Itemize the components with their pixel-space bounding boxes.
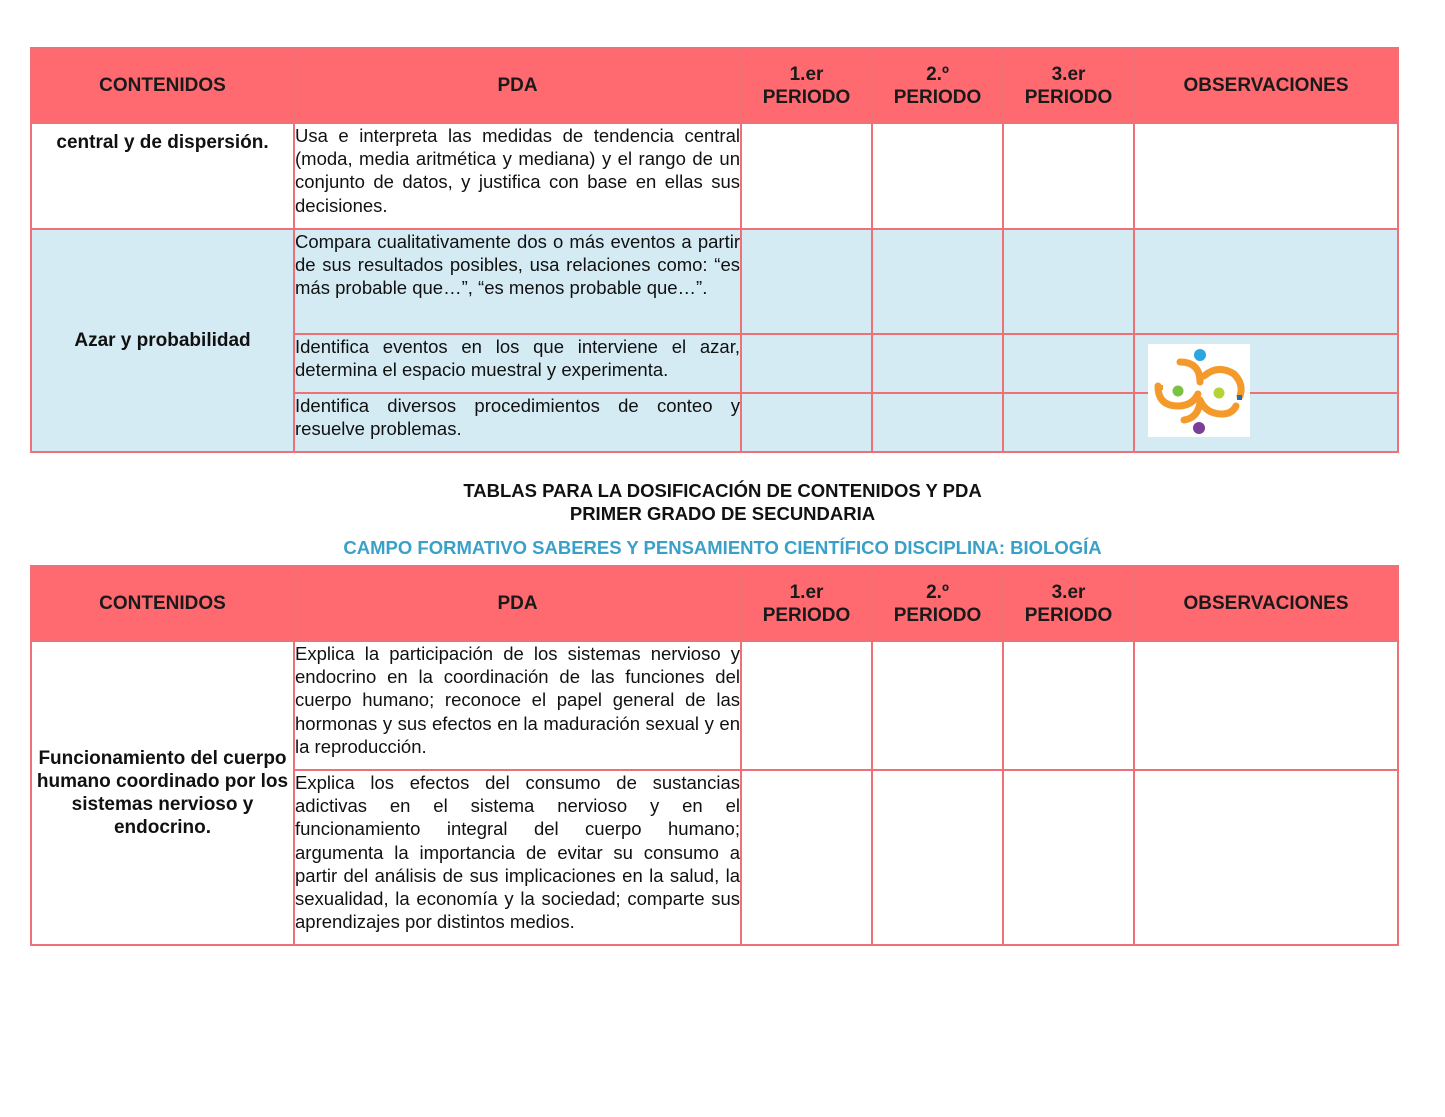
pda-cell: Compara cualitativamente dos o más eventos a partir de sus resultados posibles, usa relaciones como: “es más probable que…”, “es menos probable que…”. bbox=[294, 229, 741, 334]
header-observaciones: OBSERVACIONES bbox=[1134, 48, 1398, 123]
periodo-1-cell bbox=[741, 123, 872, 229]
observaciones-cell bbox=[1134, 123, 1398, 229]
table-row bbox=[31, 123, 1398, 229]
periodo-2-cell bbox=[872, 641, 1003, 770]
periodo-3-cell bbox=[1003, 229, 1134, 334]
pda-cell: Identifica diversos procedimientos de conteo y resuelve problemas. bbox=[294, 393, 741, 452]
pda-cell: Explica la participación de los sistemas nervioso y endocrino en la coordinación de las funciones del cuerpo humano; reconoce el papel general de las hormonas y sus efectos en la maduración sexual y en la reproducción. bbox=[294, 641, 741, 770]
periodo-3-cell bbox=[1003, 641, 1134, 770]
periodo-2-cell bbox=[872, 393, 1003, 452]
table-header-row bbox=[31, 566, 1398, 641]
periodo-3-cell bbox=[1003, 123, 1134, 229]
pda-cell: Usa e interpreta las medidas de tendencia central (moda, media aritmética y mediana) y el rango de un conjunto de datos, y justifica con base en ellas sus decisiones. bbox=[294, 123, 741, 229]
contenido-cell: Funcionamiento del cuerpo humano coordinado por los sistemas nervioso y endocrino. bbox=[31, 641, 294, 945]
header-contenidos: CONTENIDOS bbox=[31, 48, 294, 123]
periodo-2-cell bbox=[872, 229, 1003, 334]
table-row bbox=[31, 641, 1398, 770]
pda-cell: Identifica eventos en los que interviene el azar, determina el espacio muestral y experimenta. bbox=[294, 334, 741, 393]
section-subtitle: CAMPO FORMATIVO SABERES Y PENSAMIENTO CIENTÍFICO DISCIPLINA: BIOLOGÍA bbox=[343, 537, 1102, 558]
periodo-3-cell bbox=[1003, 393, 1134, 452]
section-title-line-1: TABLAS PARA LA DOSIFICACIÓN DE CONTENIDOS Y PDA bbox=[463, 480, 982, 501]
periodo-3-cell bbox=[1003, 770, 1134, 945]
header-pda: PDA bbox=[294, 48, 741, 123]
periodo-2-cell bbox=[872, 334, 1003, 393]
header-periodo-3: 3.er PERIODO bbox=[1003, 566, 1134, 641]
header-periodo-1: 1.er PERIODO bbox=[741, 566, 872, 641]
periodo-3-cell bbox=[1003, 334, 1134, 393]
contenido-cell: Azar y probabilidad bbox=[31, 229, 294, 452]
header-pda: PDA bbox=[294, 566, 741, 641]
periodo-1-cell bbox=[741, 334, 872, 393]
section-title-line-2: PRIMER GRADO DE SECUNDARIA bbox=[569, 503, 876, 524]
contenido-cell: central y de dispersión. bbox=[31, 123, 294, 229]
table-header-row bbox=[31, 48, 1398, 123]
header-periodo-2: 2.º PERIODO bbox=[872, 566, 1003, 641]
header-observaciones: OBSERVACIONES bbox=[1134, 566, 1398, 641]
header-periodo-3: 3.er PERIODO bbox=[1003, 48, 1134, 123]
periodo-1-cell bbox=[741, 770, 872, 945]
table-biologia bbox=[30, 565, 1399, 946]
observaciones-cell bbox=[1134, 770, 1398, 945]
header-contenidos: CONTENIDOS bbox=[31, 566, 294, 641]
observaciones-cell bbox=[1134, 229, 1398, 334]
logo-figures-icon bbox=[1148, 344, 1250, 437]
periodo-1-cell bbox=[741, 229, 872, 334]
periodo-2-cell bbox=[872, 123, 1003, 229]
table-row bbox=[31, 229, 1398, 334]
periodo-2-cell bbox=[872, 770, 1003, 945]
header-periodo-1: 1.er PERIODO bbox=[741, 48, 872, 123]
header-periodo-2: 2.º PERIODO bbox=[872, 48, 1003, 123]
periodo-1-cell bbox=[741, 641, 872, 770]
periodo-1-cell bbox=[741, 393, 872, 452]
observaciones-cell bbox=[1134, 641, 1398, 770]
pda-cell: Explica los efectos del consumo de sustancias adictivas en el sistema nervioso y en el funcionamiento integral del cuerpo humano; argumenta la importancia de evitar su consumo a partir del análisis de sus implicaciones en la salud, la sexualidad, la economía y la sociedad; comparte sus aprendizajes por distintos medios. bbox=[294, 770, 741, 945]
section-title bbox=[0, 479, 1445, 525]
